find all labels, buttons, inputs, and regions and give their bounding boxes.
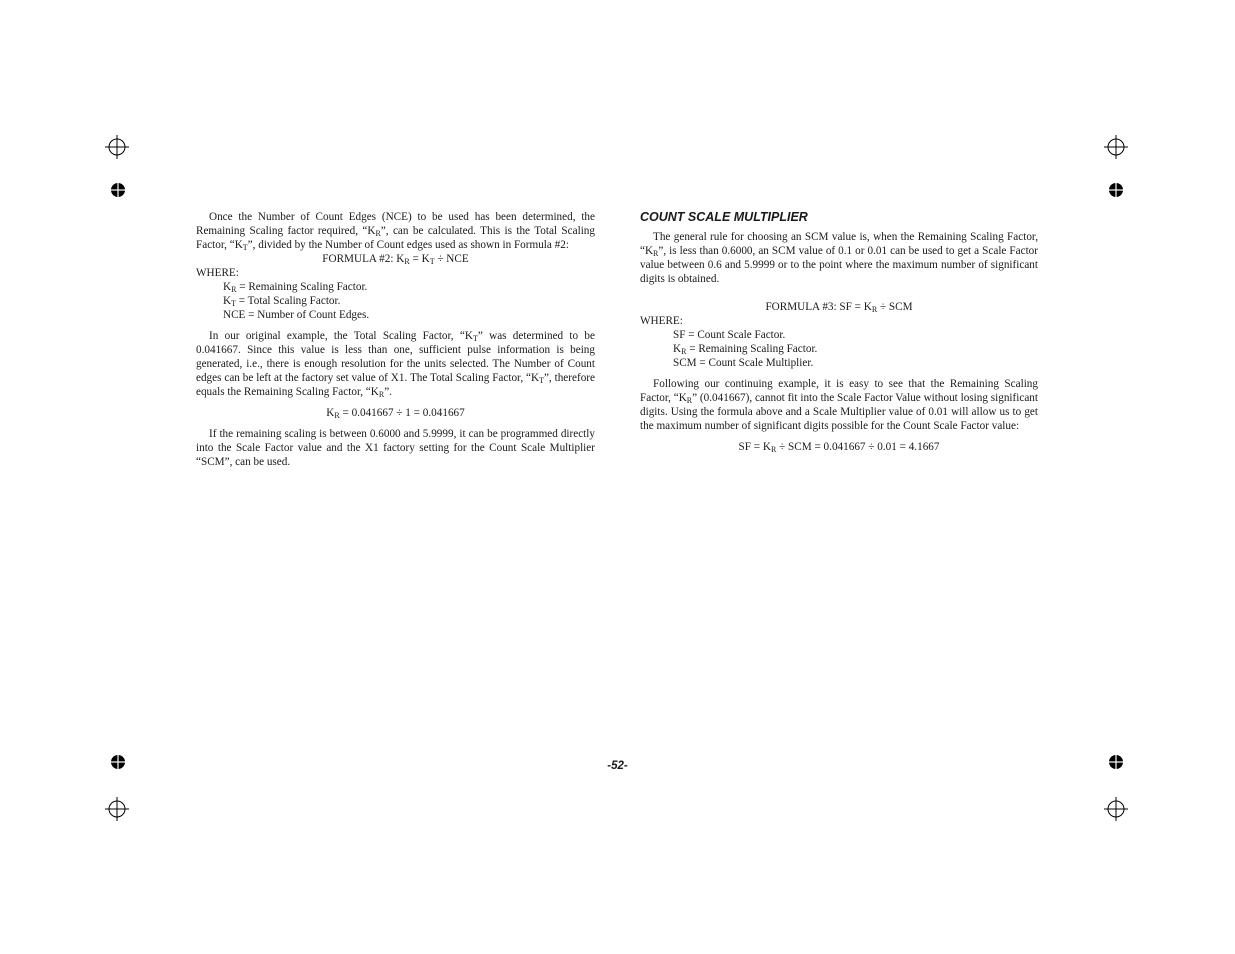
formula-2: FORMULA #2: $K_R = K_T$ ÷ NCE <box>322 253 469 266</box>
rule-paragraph: The general rule for choosing an SCM value is, when the Remaining Scaling Factor, “$K_R$”, is less than 0.6000, an SCM value of 0.1 or 0.01 can be used to get a Scale Factor value between 0.6 and 5.9999 or to the point where the maximum number of significant digits is obtained. <box>640 231 1038 285</box>
range-paragraph: If the remaining scaling is between 0.6000 and 5.9999, it can be programmed directly into the Scale Factor value and the X1 factory setting for the Count Scale Multiplier “SCM”, can be used. <box>196 428 595 468</box>
registration-dot-icon <box>110 182 126 198</box>
page-number: -52- <box>607 760 628 772</box>
sf-equation: SF = $K_R$ ÷ SCM = 0.041667 ÷ 0.01 = 4.1667 <box>738 441 940 454</box>
formula-3: FORMULA #3: SF = $K_R$ ÷ SCM <box>765 301 913 314</box>
kr-equation: $K_R = 0.041667 \div 1 = 0.041667$ <box>326 407 465 420</box>
right-column <box>640 210 1038 454</box>
definition-scm: SCM = Count Scale Multiplier. <box>673 357 814 369</box>
definition-kr: $K_R$ = Remaining Scaling Factor. <box>673 343 818 356</box>
registration-crosshair-icon <box>105 797 129 821</box>
definition-sf: SF = Count Scale Factor. <box>673 329 786 341</box>
continuing-example-paragraph: Following our continuing example, it is easy to see that the Remaining Scaling Factor, “$K_R$” (0.041667), cannot fit into the Scale Factor Value without losing significant digits. Using the formula above and a Scale Multiplier value of 0.01 will allow us to get the maximum number of significant digits possible for the Count Scale Factor value: <box>640 378 1038 432</box>
left-column <box>196 210 595 469</box>
registration-crosshair-icon <box>1104 135 1128 159</box>
example-paragraph: In our original example, the Total Scaling Factor, “$K_T$” was determined to be 0.041667. Since this value is less than one, sufficient pulse information is being generated, i.e., there is enough resolution for the units selected. The Number of Count edges can be left at the factory set value of X1. The Total Scaling Factor, “$K_T$”, therefore equals the Remaining Scaling Factor, “$K_R$”. <box>196 330 595 399</box>
intro-paragraph: Once the Number of Count Edges (NCE) to be used has been determined, the Remaining Scaling factor required, “$K_R$”, can be calculated. This is the Total Scaling Factor, “$K_T$”, divided by the Number of Count edges used as shown in Formula #2: <box>196 211 595 252</box>
where-label: WHERE: <box>640 315 683 327</box>
section-heading: COUNT SCALE MULTIPLIER <box>640 210 808 224</box>
definition-nce: NCE = Number of Count Edges. <box>223 309 370 321</box>
where-label: WHERE: <box>196 267 239 279</box>
registration-crosshair-icon <box>1104 797 1128 821</box>
definition-kt: $K_T$ = Total Scaling Factor. <box>223 295 341 308</box>
registration-crosshair-icon <box>105 135 129 159</box>
registration-dot-icon <box>1108 182 1124 198</box>
definition-kr: $K_R$ = Remaining Scaling Factor. <box>223 281 368 294</box>
